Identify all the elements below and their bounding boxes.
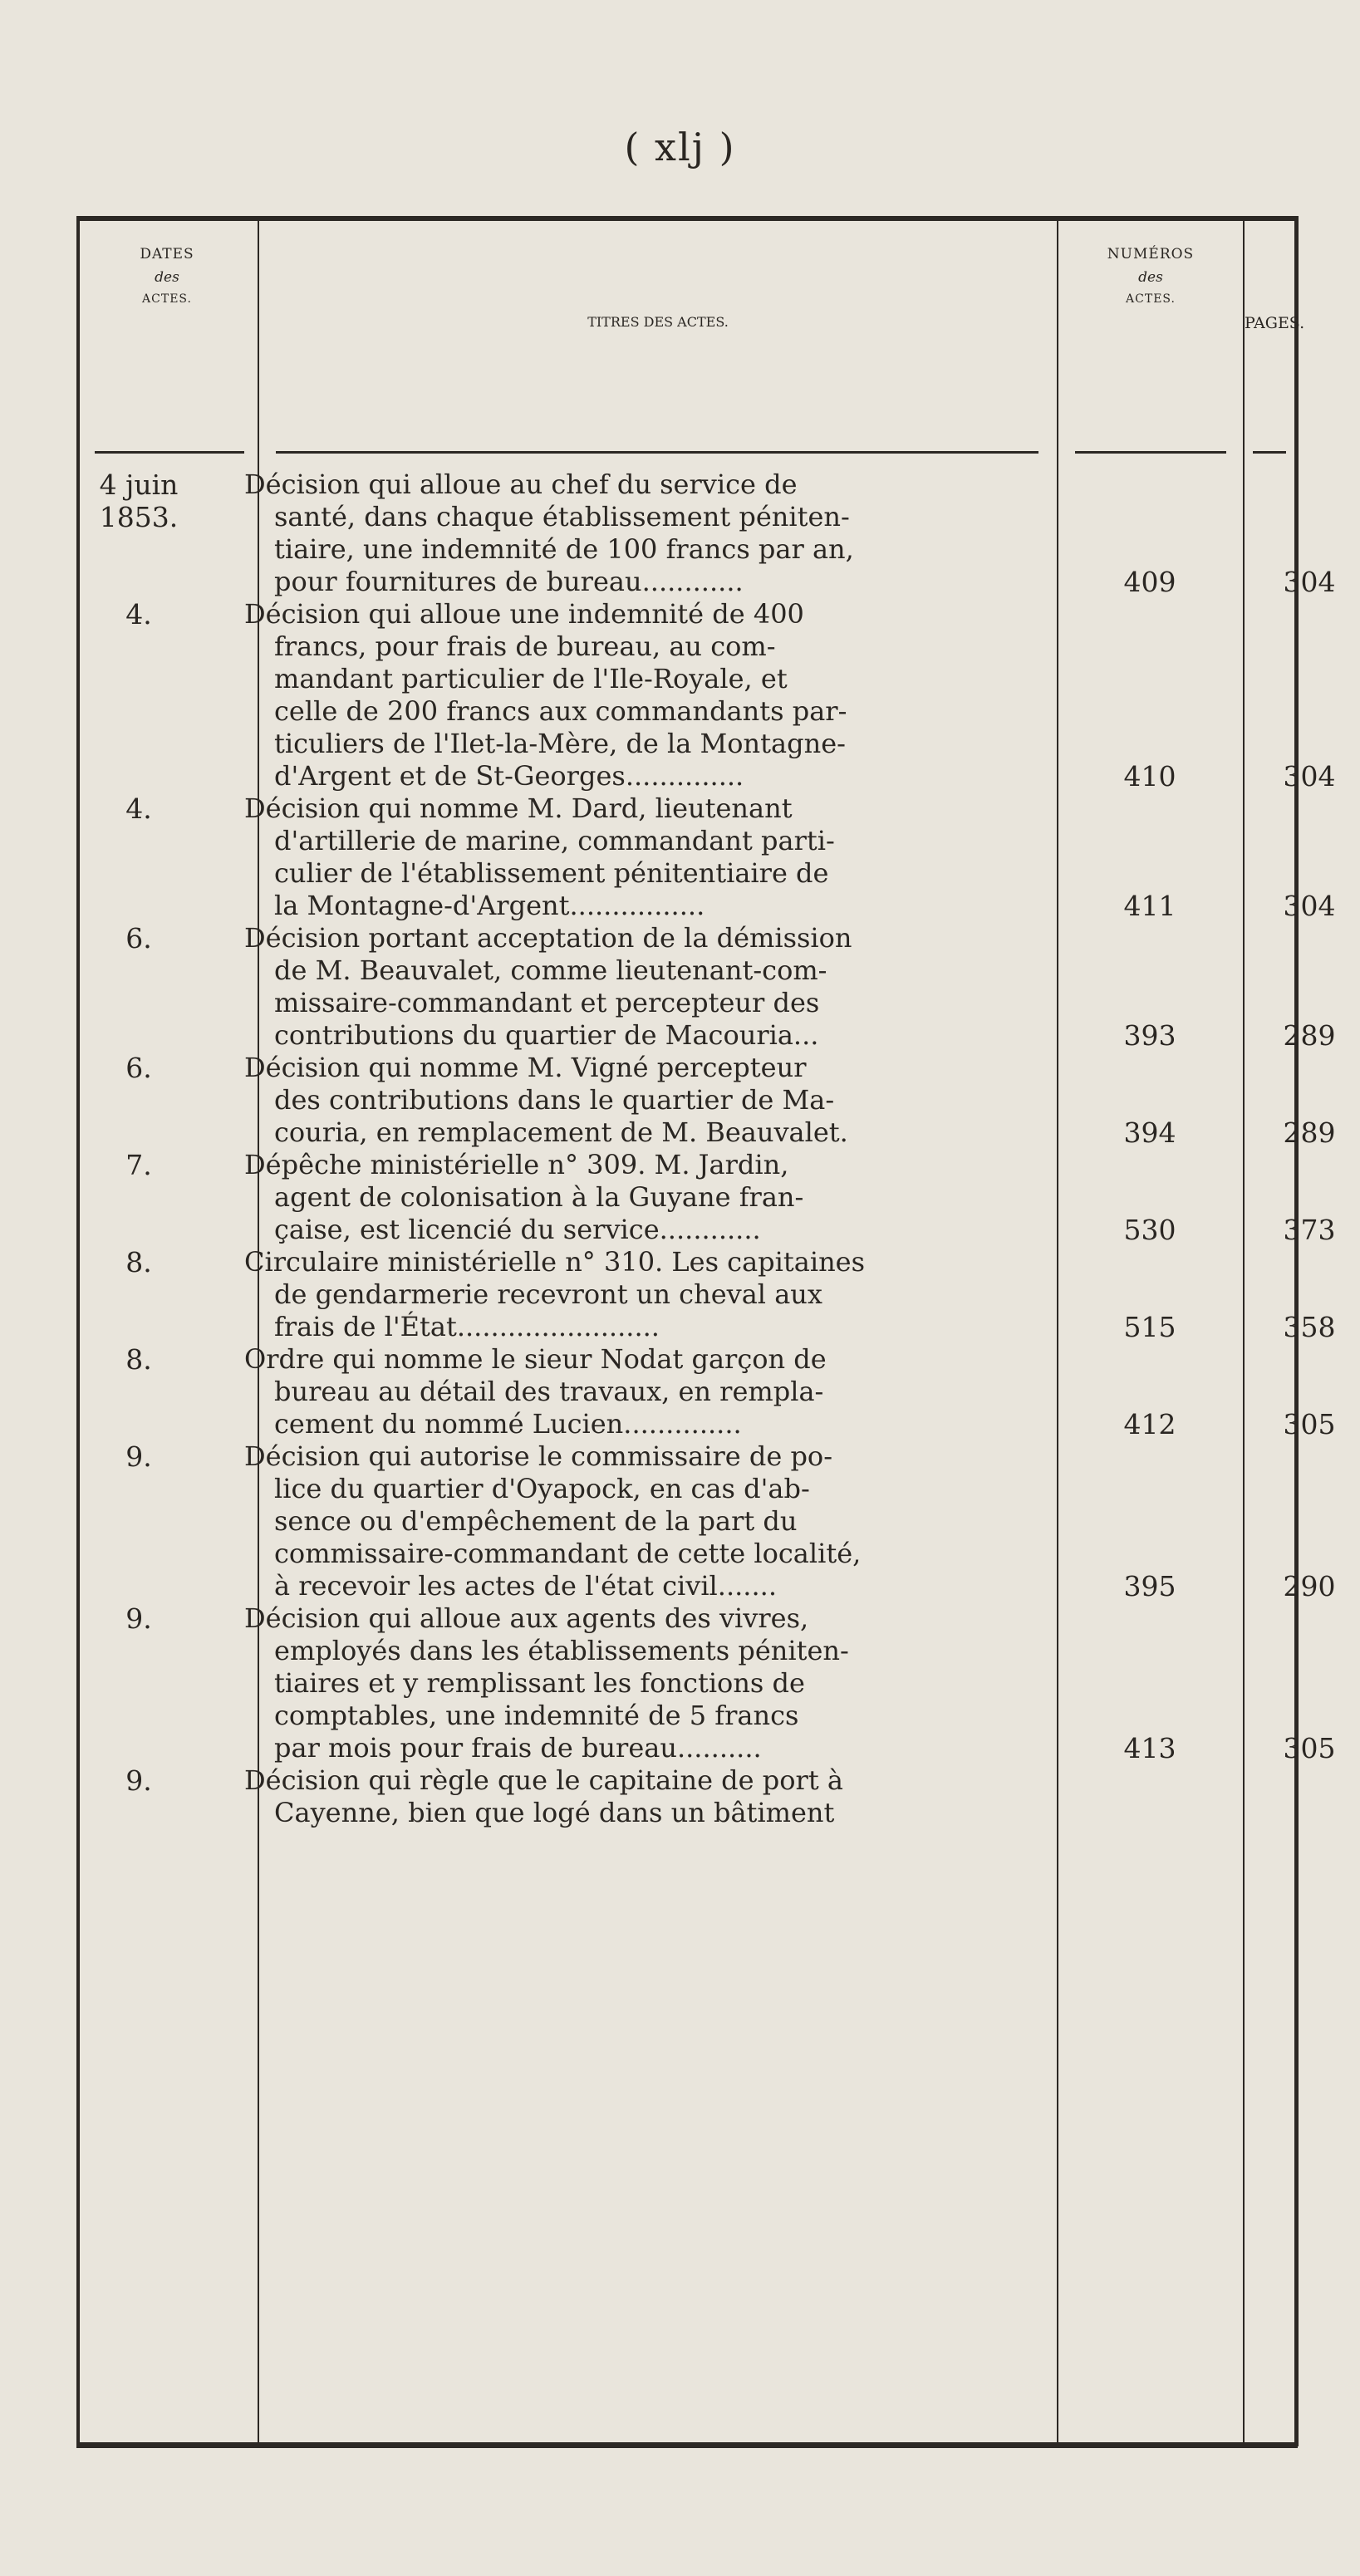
row-title (244, 1149, 1057, 1246)
header-dates-line-3: ACTES. (142, 292, 192, 306)
row-title-line: Décision qui autorise le commissaire de po- (244, 1440, 832, 1472)
row-numero: 412 (1123, 1408, 1176, 1440)
row-title-line: par mois pour frais de bureau.......... (274, 1732, 762, 1764)
row-title-line: Décision portant acceptation de la démission (244, 922, 852, 954)
row-date-line: 7. (125, 1149, 152, 1181)
row-title-line: d'Argent et de St-Georges.............. (274, 760, 744, 792)
header-dates-line-2: des (155, 269, 179, 286)
row-title-line: sence ou d'empêchement de la part du (274, 1505, 798, 1537)
row-numero: 394 (1123, 1116, 1176, 1149)
table-left-rule (76, 216, 80, 2446)
row-date-line: 4. (125, 792, 152, 825)
header-pages: PAGES. (1245, 314, 1305, 332)
row-title-line: francs, pour frais de bureau, au com- (274, 631, 776, 662)
row-date-line: 9. (125, 1602, 152, 1635)
row-numero: 409 (1123, 566, 1176, 598)
row-title-line: ticuliers de l'Ilet-la-Mère, de la Montagne- (274, 728, 846, 759)
index-table (76, 216, 1336, 2451)
row-title-line: Dépêche ministérielle n° 309. M. Jardin, (244, 1149, 789, 1180)
header-dates (76, 246, 258, 306)
page-number-header: ( xlj ) (624, 125, 736, 169)
row-numero: 411 (1123, 890, 1176, 922)
row-title-line: de M. Beauvalet, comme lieutenant-com- (274, 954, 827, 986)
row-date (93, 1149, 184, 1181)
row-title-line: Circulaire ministérielle n° 310. Les capitaines (244, 1246, 866, 1278)
row-date (93, 598, 184, 631)
row-title-line: comptables, une indemnité de 5 francs (274, 1700, 799, 1731)
header-underline-titres (276, 451, 1038, 454)
row-title-line: à recevoir les actes de l'état civil....... (274, 1570, 777, 1602)
row-page: 304 (1283, 566, 1336, 598)
row-date (93, 922, 184, 954)
row-title-line: celle de 200 francs aux commandants par- (274, 695, 847, 727)
row-title-line: santé, dans chaque établissement péniten- (274, 501, 850, 532)
row-date-line: 4. (125, 598, 152, 631)
row-title-line: employés dans les établissements péniten- (274, 1635, 849, 1666)
row-date (93, 469, 184, 533)
row-date-line: 1853. (99, 501, 179, 533)
header-dates-line-1: DATES (140, 246, 194, 263)
header-numeros (1058, 246, 1243, 306)
row-date-line: 8. (125, 1246, 152, 1278)
row-title-line: contributions du quartier de Macouria... (274, 1019, 819, 1051)
row-title-line: tiaires et y remplissant les fonctions de (274, 1667, 805, 1699)
row-date-line: 9. (125, 1440, 152, 1473)
row-date (93, 1246, 184, 1278)
row-page: 373 (1283, 1214, 1336, 1246)
row-title-line: Ordre qui nomme le sieur Nodat garçon de (244, 1343, 827, 1375)
row-page: 358 (1283, 1311, 1336, 1343)
row-date-line: 8. (125, 1343, 152, 1376)
row-title-line: couria, en remplacement de M. Beauvalet. (274, 1116, 848, 1148)
row-title (244, 1343, 1057, 1440)
row-title-line: la Montagne-d'Argent................ (274, 890, 705, 921)
row-numero: 413 (1123, 1732, 1176, 1764)
row-numero: 395 (1123, 1570, 1176, 1602)
row-title (244, 598, 1057, 792)
row-title-line: Décision qui alloue au chef du service de (244, 469, 798, 500)
row-page: 289 (1283, 1019, 1336, 1052)
row-title-line: çaise, est licencié du service............ (274, 1214, 761, 1245)
row-title-line: pour fournitures de bureau............ (274, 566, 744, 597)
row-title-line: lice du quartier d'Oyapock, en cas d'ab- (274, 1473, 810, 1504)
row-page: 289 (1283, 1116, 1336, 1149)
row-date-line: 9. (125, 1764, 152, 1797)
row-title-line: tiaire, une indemnité de 100 francs par an, (274, 533, 854, 565)
header-underline-numeros (1075, 451, 1226, 454)
row-title-line: d'artillerie de marine, commandant parti- (274, 825, 835, 856)
row-page: 305 (1283, 1732, 1336, 1764)
row-date (93, 1440, 184, 1473)
row-title (244, 1440, 1057, 1602)
header-numeros-line-1: NUMÉROS (1107, 246, 1195, 263)
header-titres: TITRES DES ACTES. (587, 314, 729, 330)
row-title-line: Décision qui nomme M. Dard, lieutenant (244, 792, 793, 824)
row-title-line: cement du nommé Lucien.............. (274, 1408, 742, 1440)
row-title-line: Décision qui nomme M. Vigné percepteur (244, 1052, 807, 1083)
row-title (244, 792, 1057, 922)
row-page: 305 (1283, 1408, 1336, 1440)
header-underline-pages (1253, 451, 1286, 454)
row-page: 304 (1283, 890, 1336, 922)
row-title-line: agent de colonisation à la Guyane fran- (274, 1181, 804, 1213)
row-date-line: 6. (125, 1052, 152, 1084)
row-title-line: Décision qui règle que le capitaine de port à (244, 1764, 843, 1796)
row-date-line: 4 juin (99, 469, 179, 501)
row-title (244, 1764, 1057, 1829)
row-title-line: frais de l'État........................ (274, 1311, 660, 1342)
table-top-rule (76, 216, 1298, 221)
row-date (93, 1602, 184, 1635)
row-title-line: bureau au détail des travaux, en rempla- (274, 1376, 824, 1407)
row-title-line: Décision qui alloue aux agents des vivres, (244, 1602, 809, 1634)
row-title (244, 1246, 1057, 1343)
row-title-line: missaire-commandant et percepteur des (274, 987, 820, 1018)
row-numero: 530 (1123, 1214, 1176, 1246)
row-numero: 515 (1123, 1311, 1176, 1343)
table-bottom-rule (76, 2442, 1298, 2448)
row-title-line: des contributions dans le quartier de Ma- (274, 1084, 835, 1116)
row-title-line: Décision qui alloue une indemnité de 400 (244, 598, 804, 630)
row-title-line: mandant particulier de l'Ile-Royale, et (274, 663, 788, 694)
header-numeros-line-2: des (1138, 269, 1163, 286)
row-date-line: 6. (125, 922, 152, 954)
row-title-line: culier de l'établissement pénitentiaire de (274, 857, 829, 889)
row-title (244, 1602, 1057, 1764)
row-title (244, 922, 1057, 1052)
row-numero: 410 (1123, 760, 1176, 792)
row-page: 290 (1283, 1570, 1336, 1602)
row-date (93, 792, 184, 825)
row-title-line: commissaire-commandant de cette localité, (274, 1538, 862, 1569)
row-title (244, 469, 1057, 598)
row-title-line: de gendarmerie recevront un cheval aux (274, 1278, 822, 1310)
row-date (93, 1764, 184, 1797)
header-numeros-line-3: ACTES. (1126, 292, 1176, 306)
row-title-line: Cayenne, bien que logé dans un bâtiment (274, 1797, 835, 1828)
row-title (244, 1052, 1057, 1149)
row-numero: 393 (1123, 1019, 1176, 1052)
row-date (93, 1052, 184, 1084)
header-underline-dates (95, 451, 244, 454)
row-date (93, 1343, 184, 1376)
row-page: 304 (1283, 760, 1336, 792)
